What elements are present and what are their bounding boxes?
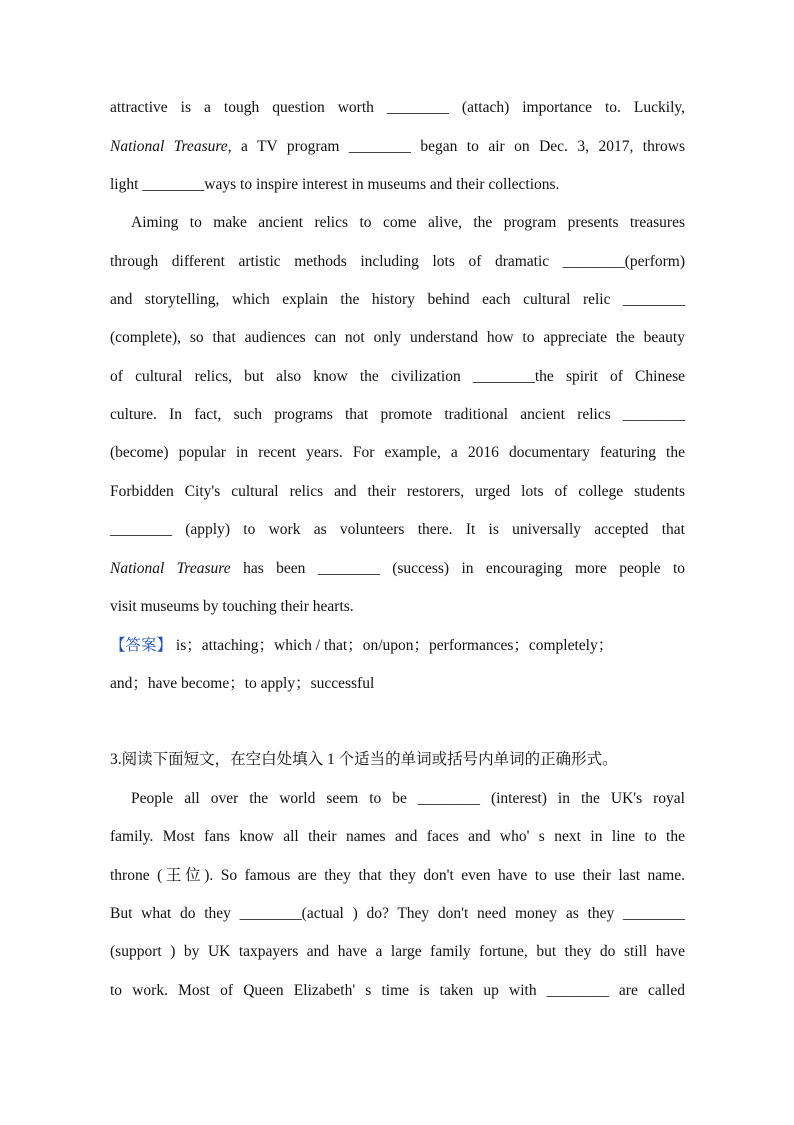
passage1-line-1: attractive is a tough question worth ________ (attach) importance to. Luckily, bbox=[110, 99, 685, 116]
passage1-line-11: Forbidden City's cultural relics and their restorers, urged lots of college students bbox=[110, 483, 685, 500]
question3-line-2: family. Most fans know all their names and faces and who' s next in line to the bbox=[110, 828, 685, 845]
passage1-line-10: (become) popular in recent years. For example, a 2016 documentary featuring the bbox=[110, 444, 685, 461]
passage1-line-8: of cultural relics, but also know the civilization ________the spirit of Chinese bbox=[110, 368, 685, 385]
passage1-line-12: ________ (apply) to work as volunteers there. It is universally accepted that bbox=[110, 521, 685, 538]
passage1-line-7: (complete), so that audiences can not only understand how to appreciate the beauty bbox=[110, 329, 685, 346]
answer-line-1 bbox=[110, 635, 685, 656]
italic-title: National Treasure bbox=[110, 560, 231, 577]
answer-line-2: and；have become；to apply；successful bbox=[110, 675, 375, 692]
question3-line-3: throne (王位). So famous are they that they don't even have to use their last name. bbox=[110, 867, 685, 884]
passage1-line-14: visit museums by touching their hearts. bbox=[110, 598, 354, 615]
question3-line-4: But what do they ________(actual ) do? They don't need money as they ________ bbox=[110, 905, 685, 922]
question3-heading: 3.阅读下面短文，在空白处填入 1 个适当的单词或括号内单词的正确形式。 bbox=[110, 751, 618, 768]
passage1-line-5: through different artistic methods including lots of dramatic ________(perform) bbox=[110, 253, 685, 270]
question3-line-6: to work. Most of Queen Elizabeth' s time is taken up with ________ are called bbox=[110, 982, 685, 999]
question3-line-5: (support ) by UK taxpayers and have a large family fortune, but they do still have bbox=[110, 943, 685, 960]
passage1-line-3: light ________ways to inspire interest in museums and their collections. bbox=[110, 176, 560, 193]
passage1-line-9: culture. In fact, such programs that promote traditional ancient relics ________ bbox=[110, 406, 685, 423]
answer-text-1: is；attaching；which / that；on/upon；performances；completely； bbox=[172, 637, 614, 654]
text-run: has been ________ (success) in encouraging more people to bbox=[230, 560, 685, 577]
italic-title: National Treasure bbox=[110, 138, 228, 155]
passage1-line-13 bbox=[110, 559, 685, 579]
passage1-line-6: and storytelling, which explain the history behind each cultural relic ________ bbox=[110, 291, 685, 308]
passage1-line-2 bbox=[110, 137, 685, 157]
passage1-line-4: Aiming to make ancient relics to come alive, the program presents treasures bbox=[131, 214, 685, 231]
question3-line-1: People all over the world seem to be ________ (interest) in the UK's royal bbox=[131, 790, 685, 807]
text-run: , a TV program ________ began to air on Dec. 3, 2017, throws bbox=[227, 138, 685, 155]
answer-tag: 【答案】 bbox=[110, 636, 173, 654]
